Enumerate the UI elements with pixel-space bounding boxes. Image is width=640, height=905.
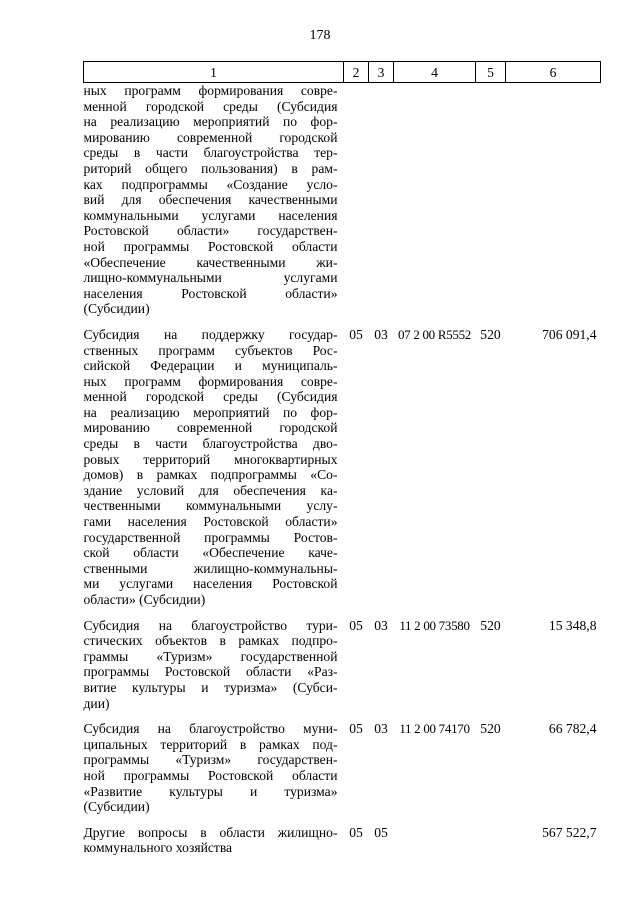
- description-line: менной городской среды (Субсидия: [83, 98, 338, 114]
- description-line: риторий общего пользования) в рам-: [83, 160, 338, 176]
- description-line: ственных программ субъектов Рос-: [83, 342, 338, 358]
- description-line: среды в части благоустройства дво-: [83, 436, 338, 452]
- description-line: ных программ формирования совре-: [83, 373, 338, 389]
- row-subsection-code: 03: [374, 721, 388, 737]
- description-line: населения Ростовской области»: [83, 285, 338, 301]
- description-line: области» (Субсидии): [83, 592, 206, 607]
- row-target-article-code: 11 2 00 73580: [399, 617, 470, 633]
- description-line: здание условий для обеспечения ка-: [83, 482, 338, 498]
- row-expense-type-code: 520: [480, 617, 501, 633]
- description-line: государственной программы Ростов-: [83, 529, 338, 545]
- description-line: на реализацию мероприятий по фор-: [83, 404, 338, 420]
- table-row: [84, 721, 601, 825]
- row-section-code: 05: [349, 824, 363, 840]
- header-cell-description: 1: [84, 62, 344, 83]
- description-line: сийской Федерации и муниципаль-: [83, 358, 338, 374]
- row-expense-type-code: [476, 825, 506, 866]
- row-target-article-code: 11 2 00 74170: [399, 721, 470, 737]
- row-section-code: 05: [349, 326, 363, 342]
- description-line: программы «Туризм» государствен-: [83, 752, 338, 768]
- row-description: [84, 327, 344, 618]
- description-line: лищно-коммунальными услугами: [83, 270, 338, 286]
- description-line: ственными жилищно-коммунальны-: [83, 560, 338, 576]
- description-line: Ростовской области» государствен-: [83, 223, 338, 239]
- description-line: граммы «Туризм» государственной: [83, 648, 338, 664]
- row-description: [84, 83, 344, 327]
- budget-table: [83, 61, 601, 866]
- description-line: ми услугами населения Ростовской: [83, 576, 338, 592]
- description-line: «Обеспечение качественными жи-: [83, 254, 338, 270]
- header-cell-section: 2: [344, 62, 369, 83]
- header-cell-expense-type: 5: [476, 62, 506, 83]
- row-section-code: 05: [349, 721, 363, 737]
- row-description: [84, 825, 344, 866]
- description-line: мированию современной городской: [83, 420, 338, 436]
- row-expense-type-code: 520: [480, 326, 501, 342]
- description-line: ных программ формирования совре-: [83, 83, 338, 98]
- row-target-article-code: [394, 825, 476, 866]
- row-amount: 15 348,8: [548, 617, 597, 633]
- row-target-article-code: 07 2 00 R5552: [397, 326, 472, 342]
- description-line: на реализацию мероприятий по фор-: [83, 114, 338, 130]
- description-line: (Субсидии): [83, 301, 150, 317]
- description-line: Другие вопросы в области жилищно-: [83, 824, 338, 840]
- row-target-article-code: [394, 83, 476, 327]
- description-line: дии): [83, 695, 110, 711]
- row-expense-type-code: [476, 83, 506, 327]
- row-amount: 66 782,4: [548, 721, 597, 737]
- description-line: ках подпрограммы «Создание усло-: [83, 176, 338, 192]
- row-description: [84, 721, 344, 825]
- description-line: коммунальными услугами населения: [83, 207, 338, 223]
- table-header-row: [84, 62, 601, 83]
- row-amount: [506, 83, 601, 327]
- description-line: домов) в рамках подпрограммы «Со-: [83, 467, 338, 483]
- description-line: вий для обеспечения качественными: [83, 192, 338, 208]
- page-number: 178: [309, 28, 331, 43]
- description-line: «Развитие культуры и туризма»: [83, 783, 338, 799]
- budget-table-wrapper: [83, 61, 600, 866]
- row-subsection-code: [369, 83, 394, 327]
- description-line: ской области «Обеспечение каче-: [83, 545, 338, 561]
- description-line: ной программы Ростовской области: [83, 238, 338, 254]
- description-line: программы Ростовской области «Раз-: [83, 664, 338, 680]
- description-line: ной программы Ростовской области: [83, 767, 338, 783]
- description-line: мированию современной городской: [83, 129, 338, 145]
- header-cell-amount: 6: [506, 62, 601, 83]
- description-line: чественными коммунальными услу-: [83, 498, 338, 514]
- description-line: (Субсидии): [83, 799, 150, 815]
- table-row: [84, 327, 601, 618]
- description-line: ровых территорий многоквартирных: [83, 451, 338, 467]
- header-cell-subsection: 3: [369, 62, 394, 83]
- description-line: менной городской среды (Субсидия: [83, 389, 338, 405]
- row-subsection-code: 03: [374, 617, 388, 633]
- description-line: гами населения Ростовской области»: [83, 514, 338, 530]
- description-line: ципальных территорий в рамках под-: [83, 736, 338, 752]
- description-line: Субсидия на поддержку государ-: [83, 326, 338, 342]
- description-line: коммунального хозяйства: [83, 840, 233, 856]
- row-description: [84, 618, 344, 722]
- row-expense-type-code: 520: [480, 721, 501, 737]
- description-line: среды в части благоустройства тер-: [83, 145, 338, 161]
- row-subsection-code: 03: [374, 326, 388, 342]
- row-section-code: [344, 83, 369, 327]
- table-row: [84, 825, 601, 866]
- description-line: стических объектов в рамках подпро-: [83, 633, 338, 649]
- description-line: витие культуры и туризма» (Субси-: [83, 679, 338, 695]
- row-amount: 567 522,7: [542, 824, 597, 840]
- row-amount: 706 091,4: [542, 326, 597, 342]
- table-row: [84, 618, 601, 722]
- row-section-code: 05: [349, 617, 363, 633]
- row-subsection-code: 05: [374, 824, 388, 840]
- header-cell-target-article: 4: [394, 62, 476, 83]
- description-line: Субсидия на благоустройство муни-: [83, 721, 338, 737]
- table-row: [84, 83, 601, 327]
- description-line: Субсидия на благоустройство тури-: [83, 617, 338, 633]
